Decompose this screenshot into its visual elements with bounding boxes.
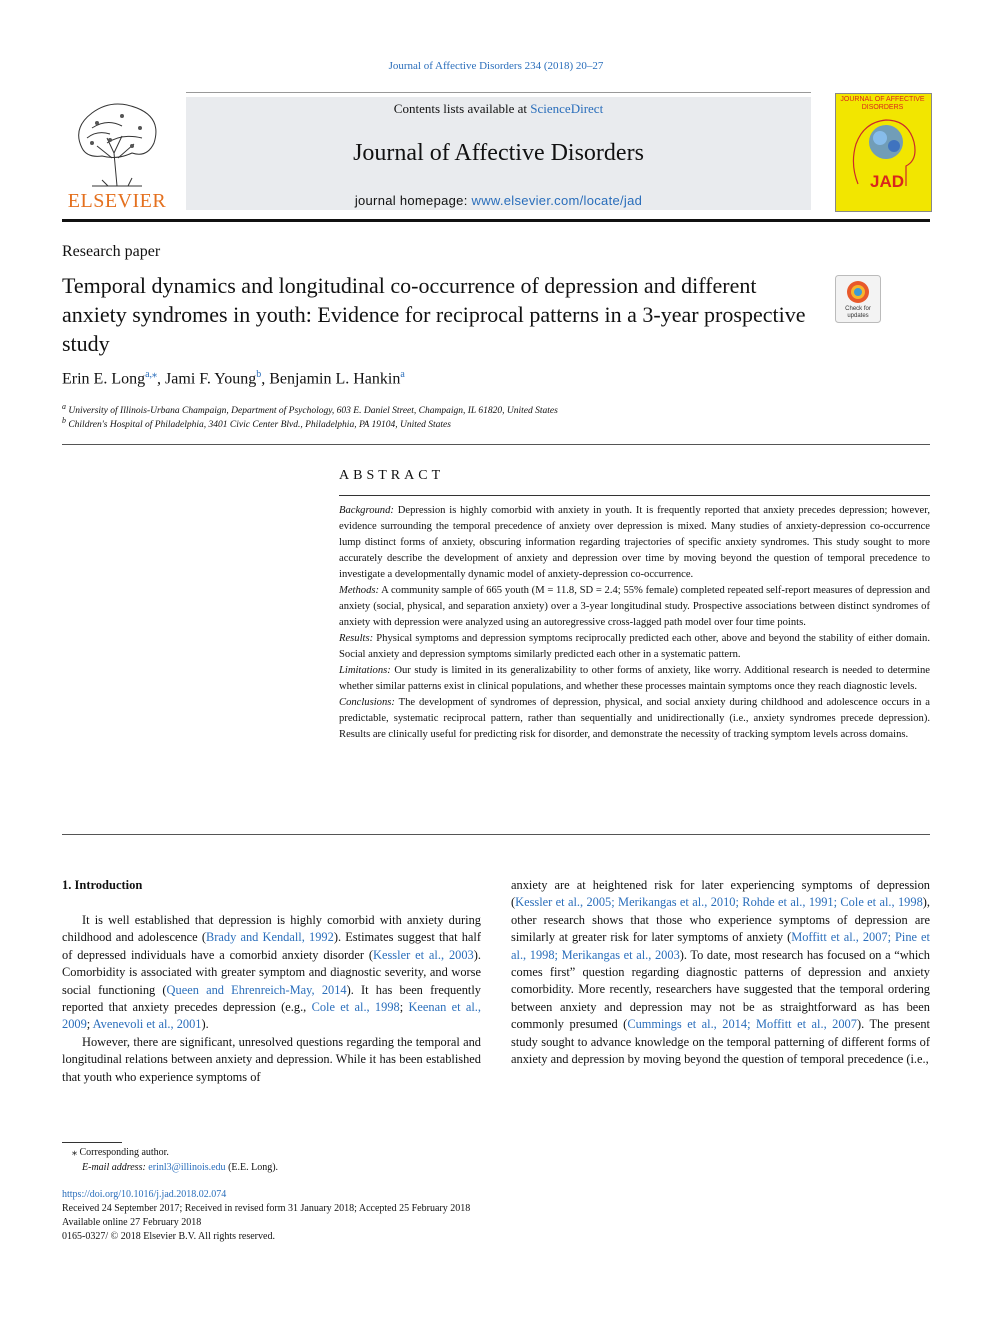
citation-link[interactable]: Kessler et al., 2003 bbox=[373, 947, 474, 962]
paragraph-text: ). The present study sought to advance knowledge on the temporal patterning of different forms of anxiety and depression by moving beyond the question of temporal precedence (i.e., bbox=[511, 1017, 930, 1067]
abstract-section-text: Depression is highly comorbid with anxiety in youth. It is frequently reported that anxiety precedes depression; however, evidence surrounding the temporal precedence of anxiety over depression is mixed. Many studies of anxiety-depression co-occurrence lump distinct forms of anxiety, obscuring information regarding trajectories of specific anxiety syndromes. This study sought to more accurately describe the development of anxiety and depression over time by moving beyond the question of temporal precedence to investigate a developmentally dynamic model of anxiety-depression co-occurrence. bbox=[339, 505, 930, 580]
affiliation-b: $^b$ Children's Hospital of Philadelphia, 3401 Civic Center Blvd., Philadelphia, PA 19104, United States bbox=[62, 416, 451, 431]
section-heading: 1. Introduction bbox=[62, 878, 143, 892]
abstract-section-label: Background: bbox=[339, 505, 394, 516]
paragraph-text: ). Estimates suggest that half of depressed individuals have a comorbid anxiety disorder ( bbox=[62, 930, 481, 962]
cover-title: JOURNAL OF AFFECTIVE DISORDERS bbox=[840, 96, 925, 111]
citation-link[interactable]: Keenan et al., 2009 bbox=[62, 1000, 481, 1032]
abstract-section-text: Our study is limited in its generalizability to other forms of anxiety, like worry. Additional research is needed to determine whether similar patterns exist in clinical populations, and whether these processes maintain symptoms once they reach diagnostic levels. bbox=[339, 665, 930, 692]
affiliation-a: $^a$ University of Illinois-Urbana Champaign, Department of Psychology, 603 E. Daniel Street, Champaign, IL 61820, United States bbox=[62, 402, 558, 417]
citation-link[interactable]: Queen and Ehrenreich-May, 2014 bbox=[166, 982, 347, 997]
paragraph-text: ), other research shows that those who experience symptoms of depression are similarly at greater risk for later symptoms of anxiety ( bbox=[511, 895, 930, 945]
paragraph-text: However, there are significant, unresolved questions regarding the temporal and longitudinal relations between anxiety and depression. While it has been established that youth who experience symptoms of bbox=[62, 1034, 481, 1084]
homepage-line: journal homepage: www.elsevier.com/locate/jad bbox=[354, 193, 643, 208]
publisher-name: ELSEVIER bbox=[67, 190, 167, 212]
abstract-section bbox=[339, 663, 930, 695]
abstract-section-label: Results: bbox=[339, 633, 374, 644]
citation-link[interactable]: Cole et al., 1998 bbox=[311, 1000, 400, 1015]
author[interactable]: Jami F. Young bbox=[165, 370, 257, 388]
received-dates: Received 24 September 2017; Received in revised form 31 January 2018; Accepted 25 February 2018 bbox=[62, 1203, 471, 1214]
email-footnote: E-mail address: erinl3@illinois.edu (E.E. Long). bbox=[82, 1162, 279, 1173]
body-column-left bbox=[62, 912, 481, 1086]
elsevier-logo[interactable] bbox=[62, 98, 172, 213]
footnote-rule bbox=[62, 1142, 122, 1143]
article-type: Research paper bbox=[62, 243, 161, 260]
divider bbox=[62, 444, 930, 445]
doi-link[interactable]: https://doi.org/10.1016/j.jad.2018.02.074 bbox=[62, 1189, 227, 1200]
body-column-right bbox=[511, 877, 930, 1068]
paragraph-text: ; bbox=[86, 1017, 93, 1032]
abstract-section-text: Physical symptoms and depression symptoms reciprocally predicted each other, above and beyond the stability of either domain. Social anxiety and depression symptoms similarly predicted each other in a systematic pattern. bbox=[339, 633, 930, 660]
elsevier-tree-icon bbox=[62, 98, 172, 190]
journal-cover[interactable] bbox=[835, 93, 932, 212]
paragraph-text: ). To date, most research has focused on a “which comes first” question regarding diagnostic patterns of depression and anxiety comorbidity. More recently, researchers have suggested that the temporal ordering between anxiety and depression may not be as straightforward as has been commonly presumed ( bbox=[511, 947, 930, 1032]
paragraph-text: ). It has been frequently reported that anxiety precedes depression (e.g., bbox=[62, 982, 481, 1015]
email-link[interactable]: erinl3@illinois.edu bbox=[148, 1162, 226, 1173]
author-marks[interactable]: a bbox=[400, 369, 405, 380]
paragraph bbox=[62, 912, 481, 1034]
divider bbox=[62, 834, 930, 835]
available-online: Available online 27 February 2018 bbox=[62, 1217, 202, 1228]
author[interactable]: Erin E. Long bbox=[62, 370, 146, 388]
paragraph-text: ; bbox=[399, 1000, 409, 1015]
abstract-section-text: The development of syndromes of depression, physical, and social anxiety during childhood and adolescence occurs in a predictable, systematic reciprocal pattern, rather than sequentially and unidirectionally (i.e., anxiety syndromes precede depression). Results are clinically useful for predicting risk for disorder, and demonstrate the necessity of tracking symptom levels across domains. bbox=[339, 697, 930, 740]
paragraph-text: anxiety are at heightened risk for later experiencing symptoms of depression ( bbox=[511, 878, 930, 910]
abstract-section-text: A community sample of 665 youth (M = 11.8, SD = 2.4; 55% female) completed repeated self-report measures of depression and anxiety (social, physical, and separation anxiety) over a 3-year longitudinal study. Prospective associations between distinct syndromes of anxiety with depression were analyzed using an autoregressive cross-lagged path model over four time points. bbox=[339, 585, 930, 628]
check-updates-label: Check for updates bbox=[845, 306, 871, 319]
cover-logo: JAD bbox=[870, 172, 905, 191]
citation-link[interactable]: Kessler et al., 2005; Merikangas et al., 2010; Rohde et al., 1991; Cole et al., 1998 bbox=[515, 895, 923, 910]
paragraph-text: ). Comorbidity is associated with greater symptom and diagnostic severity, and worse social functioning ( bbox=[62, 947, 481, 997]
abstract-section bbox=[339, 583, 930, 631]
author[interactable]: Benjamin L. Hankin bbox=[269, 370, 401, 388]
citation-link[interactable]: Brady and Kendall, 1992 bbox=[205, 930, 334, 945]
sciencedirect-link[interactable]: ScienceDirect bbox=[530, 101, 604, 116]
abstract-body bbox=[339, 503, 930, 743]
abstract-section bbox=[339, 503, 930, 583]
journal-title: Journal of Affective Disorders bbox=[353, 140, 644, 166]
abstract-section bbox=[339, 695, 930, 743]
abstract-section bbox=[339, 631, 930, 663]
author-list: Erin E. Long$^{a,⁎}$, Jami F. Young$^b$, Benjamin L. Hankin$^a$ bbox=[62, 369, 405, 388]
abstract-section-label: Limitations: bbox=[339, 665, 391, 676]
paragraph bbox=[62, 1034, 481, 1086]
homepage-link[interactable]: www.elsevier.com/locate/jad bbox=[471, 193, 643, 208]
author-marks[interactable]: b bbox=[256, 369, 262, 380]
paragraph-text: ). bbox=[201, 1017, 209, 1032]
journal-banner bbox=[186, 97, 811, 210]
abstract-section-label: Methods: bbox=[339, 585, 380, 596]
abstract-heading: ABSTRACT bbox=[339, 468, 445, 483]
article-title: Temporal dynamics and longitudinal co-occurrence of depression and different anxiety syndromes in youth: Evidence for reciprocal patterns in a 3-year prospective study bbox=[62, 273, 806, 356]
citation-link[interactable]: Cummings et al., 2014; Moffitt et al., 2007 bbox=[627, 1017, 857, 1032]
journal-reference[interactable]: Journal of Affective Disorders 234 (2018) 20–27 bbox=[388, 60, 604, 72]
abstract-section-label: Conclusions: bbox=[339, 697, 395, 708]
contents-line: Contents lists available at ScienceDirect bbox=[393, 101, 604, 116]
copyright: 0165-0327/ © 2018 Elsevier B.V. All rights reserved. bbox=[62, 1231, 275, 1242]
author-marks[interactable]: a,⁎ bbox=[145, 369, 158, 380]
paragraph-text: It is well established that depression is highly comorbid with anxiety during childhood and adolescence ( bbox=[62, 913, 481, 945]
paragraph bbox=[511, 877, 930, 1068]
corresponding-footnote: ⁎ Corresponding author. bbox=[72, 1147, 169, 1158]
brain-head-icon bbox=[836, 94, 931, 211]
citation-link[interactable]: Avenevoli et al., 2001 bbox=[92, 1017, 202, 1032]
check-for-updates-button[interactable] bbox=[835, 275, 881, 323]
citation-link[interactable]: Moffitt et al., 2007; Pine et al., 1998; Merikangas et al., 2003 bbox=[511, 930, 930, 962]
header-divider bbox=[186, 92, 811, 93]
header-thick-rule bbox=[62, 219, 930, 222]
abstract-rule bbox=[339, 495, 930, 496]
